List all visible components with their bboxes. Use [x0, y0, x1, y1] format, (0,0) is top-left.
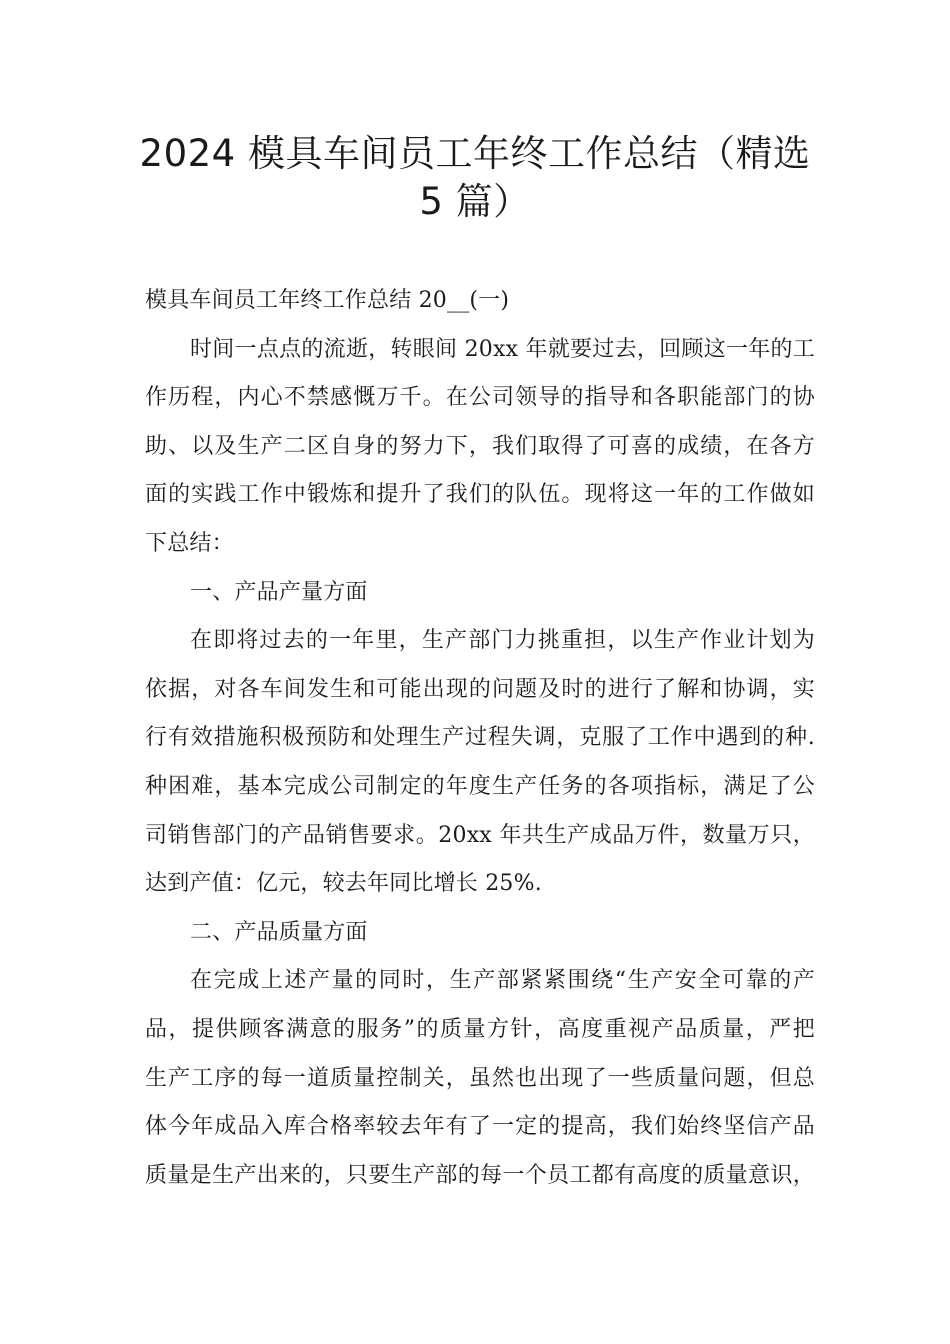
body-line: 达到产值：亿元，较去年同比增长 25%.	[145, 871, 542, 897]
body-line: 二、产品质量方面	[190, 919, 368, 945]
body-line: 模具车间员工年终工作总结 20__(一)	[145, 288, 510, 313]
document-title-line-2: 5 篇）	[419, 180, 531, 223]
body-line: 面的实践工作中锻炼和提升了我们的队伍。现将这一年的工作做如	[145, 482, 815, 508]
document-body	[145, 277, 815, 1200]
body-line: 在完成上述产量的同时，生产部紧紧围绕“生产安全可靠的产	[190, 968, 815, 994]
body-line: 种困难，基本完成公司制定的年度生产任务的各项指标，满足了公	[145, 773, 815, 799]
body-line: 助、以及生产二区自身的努力下，我们取得了可喜的成绩，在各方	[145, 433, 815, 459]
body-line: 时间一点点的流逝，转眼间 20xx 年就要过去，回顾这一年的工	[190, 336, 815, 362]
body-line: 一、产品产量方面	[190, 579, 368, 605]
body-line: 行有效措施积极预防和处理生产过程失调，克服了工作中遇到的种.	[145, 725, 815, 751]
body-line: 生产工序的每一道质量控制关，虽然也出现了一些质量问题，但总	[145, 1065, 815, 1091]
body-line: 品，提供顾客满意的服务”的质量方针，高度重视产品质量，严把	[145, 1016, 815, 1042]
body-line: 在即将过去的一年里，生产部门力挑重担，以生产作业计划为	[190, 628, 815, 654]
body-line: 下总结：	[145, 530, 234, 556]
body-line: 司销售部门的产品销售要求。20xx 年共生产成品万件，数量万只，	[145, 822, 815, 848]
body-line: 作历程，内心不禁感慨万千。在公司领导的指导和各职能部门的协	[145, 385, 815, 411]
body-line: 质量是生产出来的，只要生产部的每一个员工都有高度的质量意识，	[145, 1162, 815, 1188]
body-line: 依据，对各车间发生和可能出现的问题及时的进行了解和协调，实	[145, 676, 815, 702]
document-title-line-1: 2024 模具车间员工年终工作总结（精选	[139, 132, 811, 175]
body-line: 体今年成品入库合格率较去年有了一定的提高，我们始终坚信产品	[145, 1114, 815, 1140]
